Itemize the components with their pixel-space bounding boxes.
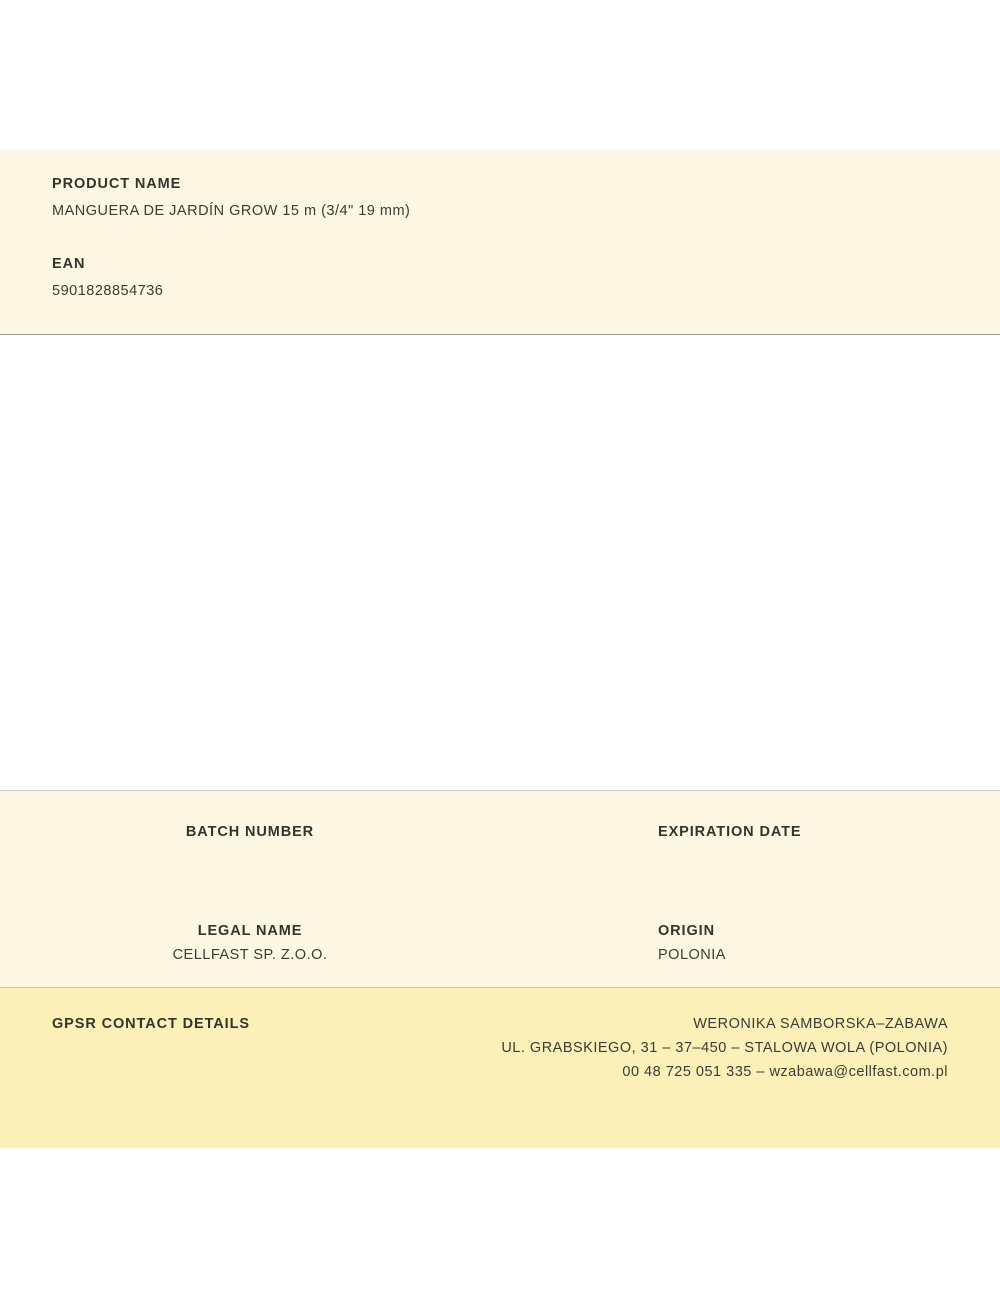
legal-name-cell	[0, 923, 500, 963]
origin-value: POLONIA	[658, 947, 726, 963]
product-metadata-section	[0, 790, 1000, 988]
ean-label: EAN	[52, 256, 86, 272]
content-spacer	[0, 335, 1000, 790]
batch-number-cell	[0, 824, 500, 866]
batch-number-value	[0, 848, 500, 866]
product-name-value: MANGUERA DE JARDÍN GROW 15 m (3/4" 19 mm)	[52, 203, 411, 219]
legal-origin-row	[0, 866, 1000, 963]
expiration-date-cell	[500, 824, 1000, 866]
expiration-date-label: EXPIRATION DATE	[658, 824, 802, 840]
product-name-group	[52, 176, 948, 219]
gpsr-contact-label: GPSR CONTACT DETAILS	[52, 1016, 250, 1032]
gpsr-contact-phone-email: 00 48 725 051 335 – wzabawa@cellfast.com.pl	[622, 1064, 948, 1080]
origin-label: ORIGIN	[658, 923, 715, 939]
gpsr-contact-details	[501, 1016, 948, 1080]
product-name-label: PRODUCT NAME	[52, 176, 182, 192]
batch-number-label: BATCH NUMBER	[185, 824, 315, 840]
ean-value: 5901828854736	[52, 283, 164, 299]
legal-name-value: CELLFAST SP. Z.O.O.	[172, 947, 328, 963]
product-summary-section	[0, 150, 1000, 335]
origin-cell	[500, 923, 1000, 963]
footer-spacer	[0, 1148, 1000, 1300]
batch-expiration-row	[0, 791, 1000, 866]
gpsr-contact-person: WERONIKA SAMBORSKA–ZABAWA	[693, 1016, 948, 1032]
gpsr-contact-address: UL. GRABSKIEGO, 31 – 37–450 – STALOWA WOLA (POLONIA)	[501, 1040, 948, 1056]
expiration-date-value	[658, 848, 1000, 866]
legal-name-label: LEGAL NAME	[197, 923, 303, 939]
gpsr-contact-section	[0, 988, 1000, 1148]
ean-group	[52, 256, 948, 299]
